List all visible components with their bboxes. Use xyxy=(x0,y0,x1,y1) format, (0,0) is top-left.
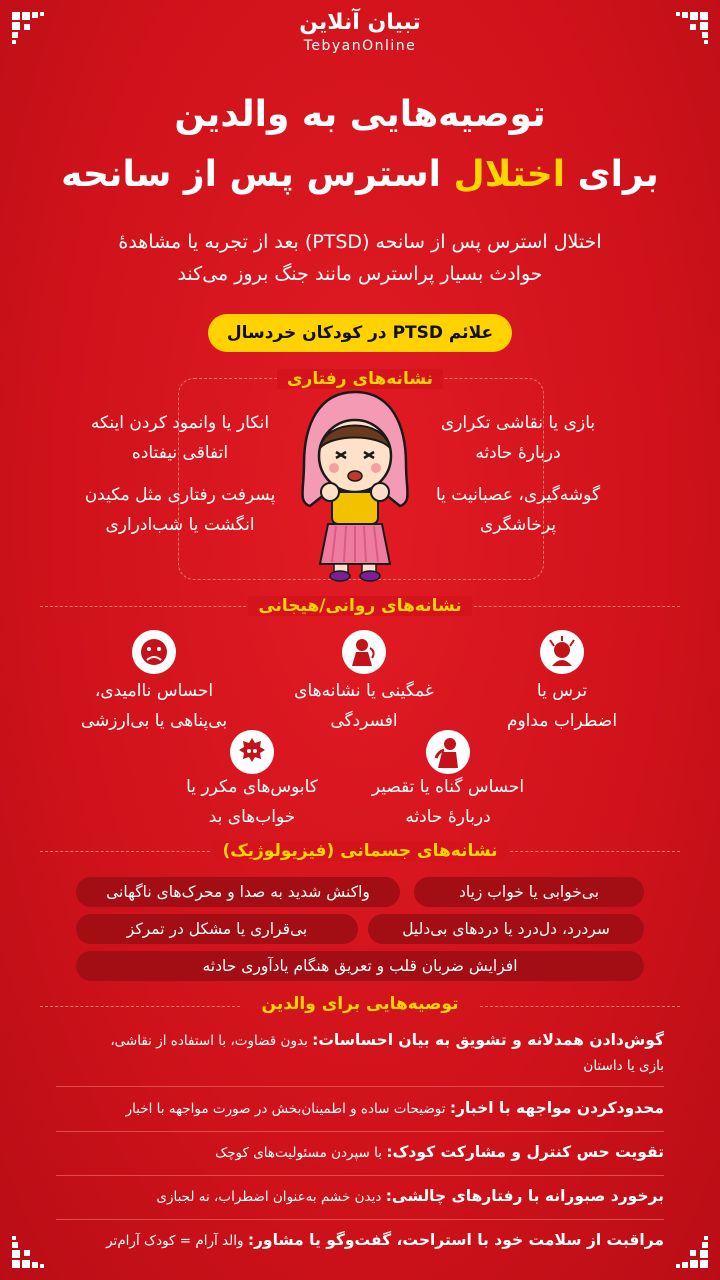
behavioral-title: نشانه‌های رفتاری xyxy=(0,366,720,392)
emotional-item: احساس گناه یا تقصیر دربارهٔ حادثه xyxy=(371,777,525,827)
logo-persian-text: تبیان آنلاین xyxy=(299,10,421,35)
recommendation-divider xyxy=(56,1219,664,1220)
behavioral-item: بازی یا نقاشی تکراری دربارهٔ حادثه xyxy=(440,413,596,463)
behavioral-item: گوشه‌گیری، عصبانیت یا پرخاشگری xyxy=(435,485,601,535)
recommendation-item: برخورد صبورانه با رفتارهای چالشی: دیدن خشم به‌عنوان اضطراب، نه لجبازی xyxy=(156,1187,664,1205)
physical-title: نشانه‌های جسمانی (فیزیولوژیک) xyxy=(0,838,720,864)
intro-text xyxy=(40,226,680,290)
hopeless-face-icon xyxy=(132,630,176,674)
fear-icon xyxy=(540,630,584,674)
scared-girl-illustration xyxy=(290,386,420,582)
recommendation-item: تقویت حس کنترل و مشارکت کودک: با سپردن مسئولیت‌های کوچک xyxy=(215,1143,664,1161)
behavioral-item: انکار یا وانمود کردن اینکه اتفاقی نیفتاده xyxy=(90,413,270,463)
physical-symptom-pill: افزایش ضربان قلب و تعریق هنگام یادآوری حادثه xyxy=(76,951,644,981)
intro-line1: اختلال استرس پس از سانحه (PTSD) بعد از تجربه یا مشاهدهٔ xyxy=(118,231,602,253)
physical-symptom-pill: واکنش شدید به صدا و محرک‌های ناگهانی xyxy=(76,877,400,907)
title-prefix: برای xyxy=(565,154,659,195)
emotional-item: غمگینی یا نشانه‌های افسردگی xyxy=(294,681,434,731)
recommendation-item: گوش‌دادن همدلانه و تشویق به بیان احساسات: بدون قضاوت، با استفاده از نقاشی، بازی یا داستان xyxy=(110,1031,664,1074)
emotional-item: ترس یا اضطراب مداوم xyxy=(506,681,618,731)
physical-symptom-pill: سردرد، دل‌درد یا دردهای بی‌دلیل xyxy=(368,914,644,944)
behavioral-item: پسرفت رفتاری مثل مکیدن انگشت یا شب‌ادراری xyxy=(84,485,276,535)
corner-pattern-icon xyxy=(12,1228,52,1268)
symptoms-heading-pill: علائم PTSD در کودکان خردسال xyxy=(208,314,512,352)
nightmare-icon xyxy=(230,730,274,774)
logo-english-text: TebyanOnline xyxy=(303,38,417,54)
recommendation-divider xyxy=(56,1131,664,1132)
page-title-line2 xyxy=(0,152,720,198)
physical-symptom-pill: بی‌قراری یا مشکل در تمرکز xyxy=(76,914,358,944)
guilt-icon xyxy=(426,730,470,774)
physical-symptom-pill: بی‌خوابی یا خواب زیاد xyxy=(414,877,644,907)
emotional-title: نشانه‌های روانی/هیجانی xyxy=(0,593,720,619)
recommendation-divider xyxy=(56,1086,664,1087)
emotional-item: احساس ناامیدی، بی‌پناهی یا بی‌ارزشی xyxy=(80,681,228,731)
title-suffix: استرس پس از سانحه xyxy=(61,154,454,195)
emotional-item: کابوس‌های مکرر یا خواب‌های بد xyxy=(186,777,318,827)
intro-line2: حوادث بسیار پراسترس مانند جنگ بروز می‌کند xyxy=(177,263,543,285)
recommendation-divider xyxy=(56,1175,664,1176)
recommendations-title: توصیه‌هایی برای والدین xyxy=(261,994,459,1014)
page-title-line1: توصیه‌هایی به والدین xyxy=(174,94,546,135)
recommendation-item: مراقبت از سلامت خود با استراحت، گفت‌وگو یا مشاور: والد آرام = کودک آرام‌تر xyxy=(106,1231,664,1249)
title-highlight: اختلال xyxy=(453,154,566,195)
brand-logo[interactable] xyxy=(0,8,720,54)
corner-pattern-icon xyxy=(668,1228,708,1268)
sad-person-icon xyxy=(342,630,386,674)
recommendation-item: محدودکردن مواجهه با اخبار: توضیحات ساده و اطمینان‌بخش در صورت مواجهه با اخبار xyxy=(125,1099,664,1117)
